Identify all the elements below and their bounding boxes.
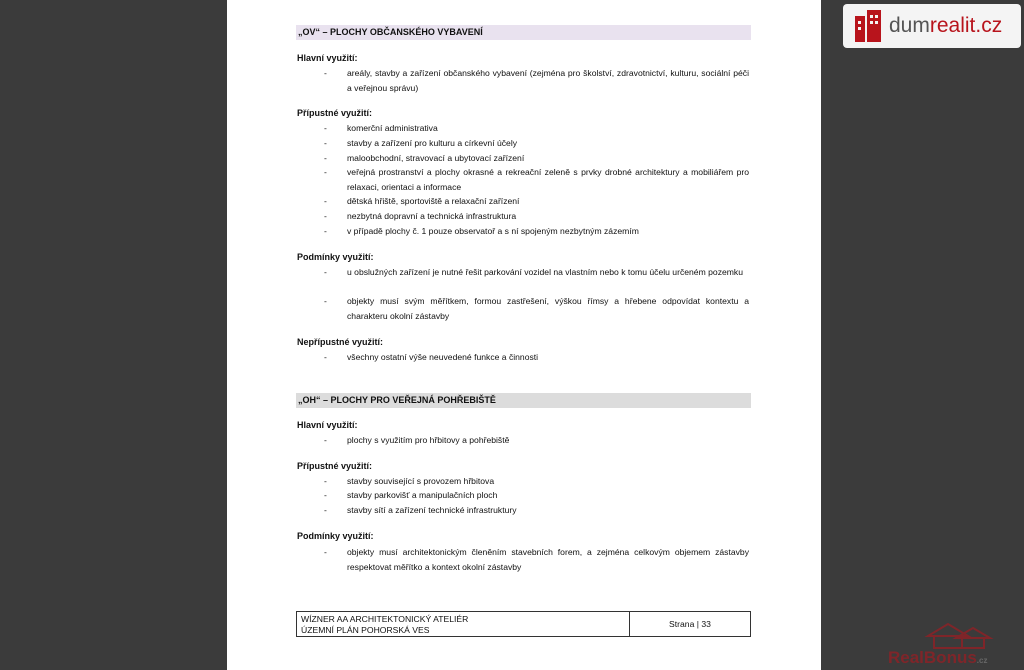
- page-footer: [296, 611, 751, 637]
- section-title-oh: „OH“ – PLOCHY PRO VEŘEJNÁ POHŘEBIŠTĚ: [296, 393, 751, 408]
- list-dash: -: [324, 435, 327, 445]
- dumrealit-logo: [843, 4, 1021, 48]
- list-item: [324, 209, 749, 224]
- list-item: [324, 151, 749, 166]
- building-icon: [855, 10, 883, 42]
- list-item: [324, 265, 749, 280]
- footer-plan: ÚZEMNÍ PLÁN POHORSKÁ VES: [301, 625, 430, 635]
- list-item-text: objekty musí svým měřítkem, formou zastřešení, výškou římsy a hřebene odpovídat kontextu a charakteru okolní zástavby: [347, 296, 749, 321]
- list-item-text: plochy s využitím pro hřbitovy a pohřebiště: [347, 435, 510, 445]
- list-dash: -: [324, 226, 327, 236]
- list-dash: -: [324, 476, 327, 486]
- list-item: [324, 350, 749, 365]
- list-dash: -: [324, 138, 327, 148]
- list-item-text: maloobchodní, stravovací a ubytovací zařízení: [347, 153, 525, 163]
- list-item: [324, 66, 749, 95]
- list-item-text: stavby parkovišť a manipulačních ploch: [347, 490, 498, 500]
- list-dash: -: [324, 490, 327, 500]
- footer-page-number: Strana | 33: [669, 619, 711, 629]
- list-item: [324, 294, 749, 323]
- list-dash: -: [324, 196, 327, 206]
- list-item: [324, 194, 749, 209]
- list-dash: -: [324, 68, 327, 78]
- list-item-text: areály, stavby a zařízení občanského vybavení (zejména pro školství, zdravotnictví, kulturu, sociální péči a veřejnou správu): [347, 68, 749, 93]
- list-item: [324, 488, 749, 503]
- list-dash: -: [324, 153, 327, 163]
- list-item: [324, 433, 749, 448]
- logo-text-realit: realit.cz: [929, 14, 1003, 37]
- heading-oh-podminky: Podmínky využití:: [297, 531, 374, 541]
- heading-ov-podminky: Podmínky využití:: [297, 252, 374, 262]
- list-dash: -: [324, 211, 327, 221]
- list-dash: -: [324, 296, 327, 306]
- list-item: [324, 545, 749, 574]
- document-page: [227, 0, 821, 670]
- list-item-text: nezbytná dopravní a technická infrastruktura: [347, 211, 517, 221]
- list-item-text: objekty musí architektonickým členěním stavebních forem, a zejména celkovým objemem zástavby respektovat měřítko a kontext okolní zástavby: [347, 547, 749, 572]
- heading-oh-hlavni: Hlavní využití:: [297, 420, 358, 430]
- heading-ov-nepripustne: Nepřípustné využití:: [297, 337, 384, 347]
- list-dash: -: [324, 547, 327, 557]
- realbonus-suffix: .cz: [976, 656, 988, 665]
- section-title-ov: „OV“ – PLOCHY OBČANSKÉHO VYBAVENÍ: [296, 25, 751, 40]
- list-item: [324, 165, 749, 194]
- list-item: [324, 224, 749, 239]
- list-dash: -: [324, 352, 327, 362]
- list-item: [324, 121, 749, 136]
- list-item: [324, 503, 749, 518]
- list-item-text: dětská hřiště, sportoviště a relaxační zařízení: [347, 196, 520, 206]
- footer-company: WÍZNER AA ARCHITEKTONICKÝ ATELIÉR: [301, 614, 469, 624]
- list-dash: -: [324, 267, 327, 277]
- realbonus-watermark: [888, 622, 1018, 666]
- list-item: [324, 136, 749, 151]
- heading-ov-pripustne: Přípustné využití:: [297, 108, 373, 118]
- list-item-text: všechny ostatní výše neuvedené funkce a činnosti: [347, 352, 539, 362]
- list-item-text: komerční administrativa: [347, 123, 438, 133]
- heading-ov-hlavni: Hlavní využití:: [297, 53, 358, 63]
- heading-oh-pripustne: Přípustné využití:: [297, 461, 373, 471]
- list-dash: -: [324, 167, 327, 177]
- list-item-text: u obslužných zařízení je nutné řešit parkování vozidel na vlastním nebo k tomu účelu určeném pozemku: [347, 267, 744, 277]
- list-item: [324, 474, 749, 489]
- list-dash: -: [324, 123, 327, 133]
- list-item-text: stavby sítí a zařízení technické infrastruktury: [347, 505, 517, 515]
- footer-left: [297, 612, 630, 636]
- logo-text-dum: dum: [889, 14, 930, 37]
- list-item-text: stavby a zařízení pro kulturu a církevní účely: [347, 138, 518, 148]
- list-item-text: v případě plochy č. 1 pouze observatoř a s ní spojeným nezbytným zázemím: [347, 226, 639, 236]
- realbonus-text: RealBonus: [888, 648, 977, 667]
- list-item-text: stavby související s provozem hřbitova: [347, 476, 495, 486]
- list-dash: -: [324, 505, 327, 515]
- list-item-text: veřejná prostranství a plochy okrasné a rekreační zeleně s prvky drobné architektury a mobiliářem pro relaxaci, orientaci a informace: [347, 167, 749, 192]
